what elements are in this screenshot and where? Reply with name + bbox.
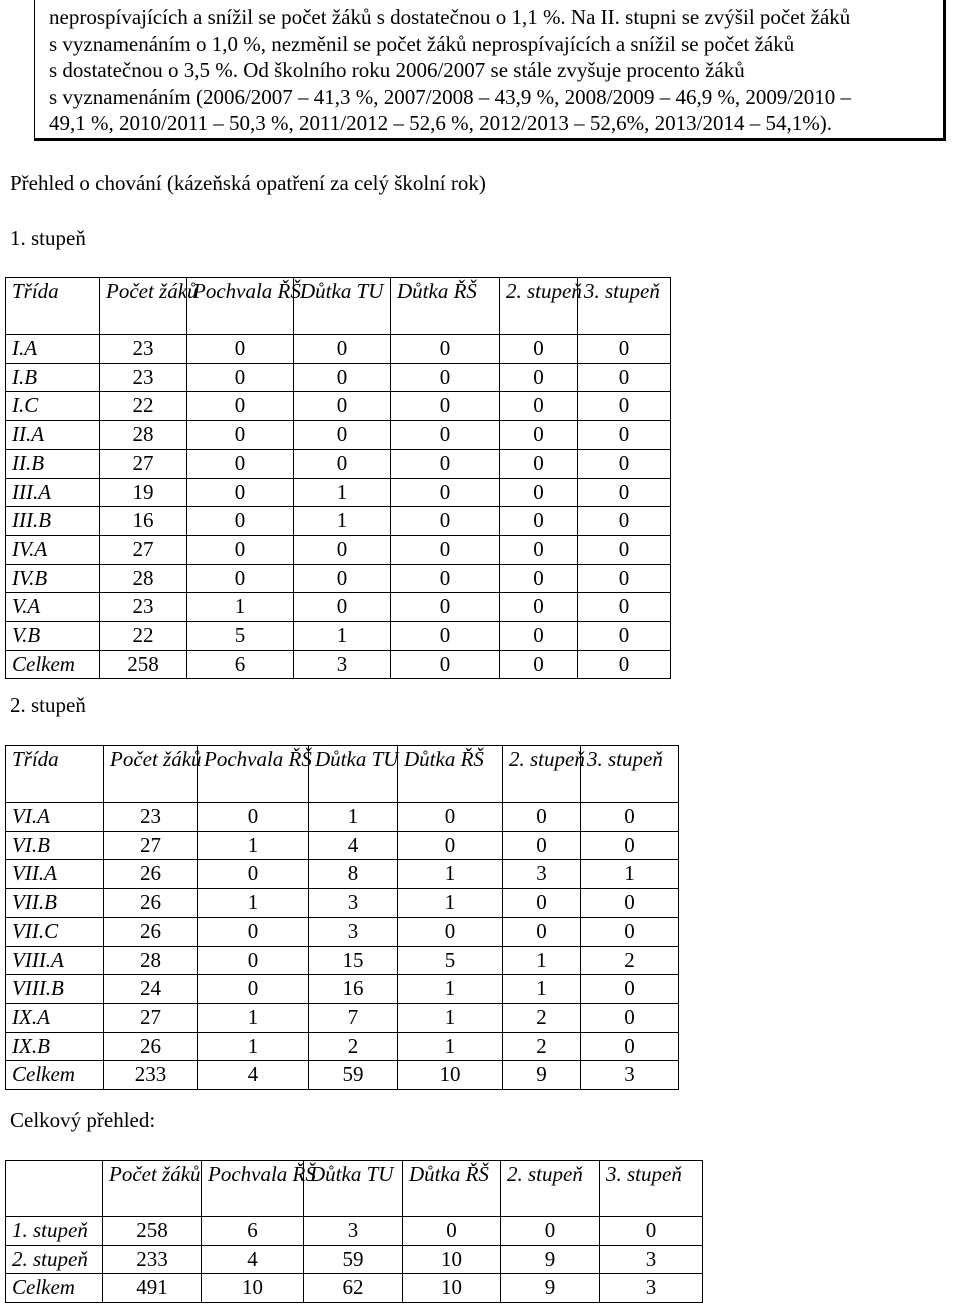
table-cell: 0	[391, 363, 500, 392]
table-row	[6, 1003, 679, 1032]
column-header: Důtka TU	[304, 1161, 403, 1217]
column-header: 2. stupeň	[503, 746, 581, 803]
row-label: II.A	[6, 421, 100, 450]
table-cell: 0	[578, 650, 671, 679]
table-cell: 0	[500, 535, 578, 564]
header-row	[6, 278, 671, 335]
row-label: IV.B	[6, 564, 100, 593]
table-cell: 0	[578, 507, 671, 536]
row-label: Celkem	[6, 650, 100, 679]
table-cell: 10	[403, 1245, 501, 1274]
table-row	[6, 535, 671, 564]
table-cell: 0	[294, 363, 391, 392]
row-label: IV.A	[6, 535, 100, 564]
table-row	[6, 831, 679, 860]
table-cell: 2	[309, 1032, 398, 1061]
row-label: VII.C	[6, 917, 104, 946]
table-cell: 0	[500, 421, 578, 450]
table-cell: 1	[581, 860, 679, 889]
table-cell: 9	[503, 1061, 581, 1090]
row-label: VII.A	[6, 860, 104, 889]
table-row	[6, 593, 671, 622]
table-cell: 0	[294, 564, 391, 593]
table-cell: 8	[309, 860, 398, 889]
table-cell: 23	[100, 335, 187, 364]
table-cell: 3	[600, 1245, 703, 1274]
table-cell: 0	[581, 803, 679, 832]
row-label: I.C	[6, 392, 100, 421]
table-cell: 0	[187, 421, 294, 450]
intro-line: 49,1 %, 2010/2011 – 50,3 %, 2011/2012 – 52,6 %, 2012/2013 – 52,6%, 2013/2014 – 54,1%).	[49, 111, 832, 135]
intro-paragraph-box	[34, 0, 946, 141]
table-cell: 1	[398, 1032, 503, 1061]
table-cell: 5	[398, 946, 503, 975]
table-cell: 0	[578, 449, 671, 478]
table-cell: 1	[294, 507, 391, 536]
row-label: II.B	[6, 449, 100, 478]
table-row	[6, 507, 671, 536]
table-cell: 0	[503, 831, 581, 860]
intro-line: s vyznamenáním o 1,0 %, nezměnil se počet žáků neprospívajících a snížil se počet žáků	[49, 31, 795, 56]
column-header: Důtka TU	[294, 278, 391, 335]
table-cell: 1	[398, 975, 503, 1004]
table-cell: 59	[304, 1245, 403, 1274]
table-cell: 6	[187, 650, 294, 679]
table-cell: 0	[500, 650, 578, 679]
table-cell: 19	[100, 478, 187, 507]
intro-line: s vyznamenáním (2006/2007 – 41,3 %, 2007/2008 – 43,9 %, 2008/2009 – 46,9 %, 2009/2010 –	[49, 84, 852, 109]
table-cell: 0	[187, 535, 294, 564]
table-cell: 23	[100, 363, 187, 392]
table-cell: 233	[103, 1245, 202, 1274]
intro-line: neprospívajících a snížil se počet žáků s dostatečnou o 1,1 %. Na II. stupni se zvýšil počet žáků	[49, 5, 851, 29]
table-cell: 59	[309, 1061, 398, 1090]
stage2-table	[5, 745, 679, 1090]
table-cell: 258	[103, 1217, 202, 1246]
column-header: 2. stupeň	[500, 278, 578, 335]
table-cell: 5	[187, 622, 294, 651]
table-cell: 0	[398, 831, 503, 860]
table-cell: 26	[104, 917, 198, 946]
row-label: VI.A	[6, 803, 104, 832]
table-cell: 3	[581, 1061, 679, 1090]
table-cell: 0	[500, 564, 578, 593]
table-cell: 3	[309, 917, 398, 946]
table-cell: 16	[100, 507, 187, 536]
table-cell: 1	[198, 831, 309, 860]
table-row	[6, 803, 679, 832]
table-cell: 1	[503, 975, 581, 1004]
table-cell: 0	[581, 1003, 679, 1032]
row-label: III.A	[6, 478, 100, 507]
table-cell: 26	[104, 860, 198, 889]
table-cell: 0	[578, 335, 671, 364]
table-cell: 0	[578, 478, 671, 507]
table-cell: 0	[198, 917, 309, 946]
table-cell: 0	[500, 593, 578, 622]
table-cell: 1	[198, 889, 309, 918]
table-cell: 0	[578, 363, 671, 392]
table-cell: 1	[198, 1032, 309, 1061]
row-label: V.A	[6, 593, 100, 622]
table-cell: 0	[501, 1217, 600, 1246]
table-row	[6, 1217, 703, 1246]
table-cell: 22	[100, 392, 187, 421]
table-cell: 0	[500, 392, 578, 421]
table-cell: 0	[398, 917, 503, 946]
table-cell: 0	[581, 1032, 679, 1061]
table-cell: 3	[503, 860, 581, 889]
row-label: VII.B	[6, 889, 104, 918]
table-cell: 0	[503, 889, 581, 918]
header-row	[6, 746, 679, 803]
table-cell: 0	[500, 507, 578, 536]
column-header: Počet žáků	[100, 278, 187, 335]
header-row	[6, 1161, 703, 1217]
row-label: IX.A	[6, 1003, 104, 1032]
table-cell: 0	[500, 449, 578, 478]
table-cell: 0	[391, 507, 500, 536]
table-cell: 2	[503, 1003, 581, 1032]
table-row	[6, 564, 671, 593]
table-row	[6, 449, 671, 478]
table-cell: 0	[391, 392, 500, 421]
column-header: 3. stupeň	[578, 278, 671, 335]
table-cell: 1	[309, 803, 398, 832]
column-header: Pochvala ŘŠ	[187, 278, 294, 335]
table-cell: 2	[503, 1032, 581, 1061]
table-cell: 0	[581, 831, 679, 860]
table-row	[6, 946, 679, 975]
table-cell: 0	[578, 535, 671, 564]
table-cell: 24	[104, 975, 198, 1004]
table-cell: 1	[198, 1003, 309, 1032]
table-cell: 0	[578, 392, 671, 421]
row-label: I.A	[6, 335, 100, 364]
table-cell: 4	[198, 1061, 309, 1090]
table-cell: 0	[581, 889, 679, 918]
table-cell: 0	[503, 803, 581, 832]
table-cell: 0	[198, 860, 309, 889]
table-cell: 16	[309, 975, 398, 1004]
table-cell: 26	[104, 889, 198, 918]
table-cell: 0	[294, 335, 391, 364]
table-cell: 3	[304, 1217, 403, 1246]
column-header: Důtka TU	[309, 746, 398, 803]
table-cell: 0	[294, 449, 391, 478]
table-cell: 0	[294, 535, 391, 564]
table-cell: 0	[391, 478, 500, 507]
column-header: 3. stupeň	[581, 746, 679, 803]
table-cell: 0	[500, 363, 578, 392]
table-row	[6, 335, 671, 364]
table-cell: 0	[500, 335, 578, 364]
table-cell: 4	[309, 831, 398, 860]
table-cell: 0	[391, 650, 500, 679]
overall-title: Celkový přehled:	[10, 1108, 156, 1132]
table-row	[6, 889, 679, 918]
stage1-table	[5, 277, 671, 679]
table-cell: 10	[403, 1274, 501, 1303]
table-cell: 0	[578, 622, 671, 651]
row-label: V.B	[6, 622, 100, 651]
table-cell: 7	[309, 1003, 398, 1032]
table-cell: 9	[501, 1245, 600, 1274]
overall-table	[5, 1160, 703, 1303]
column-header: Pochvala ŘŠ	[202, 1161, 304, 1217]
table-cell: 0	[581, 975, 679, 1004]
table-cell: 0	[391, 335, 500, 364]
table-cell: 233	[104, 1061, 198, 1090]
table-row	[6, 1061, 679, 1090]
table-row	[6, 363, 671, 392]
table-cell: 0	[198, 975, 309, 1004]
column-header: 2. stupeň	[501, 1161, 600, 1217]
table-cell: 1	[294, 478, 391, 507]
table-cell: 9	[501, 1274, 600, 1303]
row-label: Celkem	[6, 1061, 104, 1090]
section-title: Přehled o chování (kázeňská opatření za celý školní rok)	[10, 171, 486, 195]
table-cell: 6	[202, 1217, 304, 1246]
table-row	[6, 478, 671, 507]
column-header: Třída	[6, 746, 104, 803]
table-cell: 2	[581, 946, 679, 975]
table-cell: 15	[309, 946, 398, 975]
intro-line: s dostatečnou o 3,5 %. Od školního roku 2006/2007 se stále zvyšuje procento žáků	[49, 58, 745, 82]
column-header: Důtka ŘŠ	[391, 278, 500, 335]
table-cell: 0	[391, 564, 500, 593]
table-cell: 0	[294, 392, 391, 421]
table-cell: 0	[187, 478, 294, 507]
table-cell: 0	[391, 593, 500, 622]
table-row	[6, 860, 679, 889]
table-row	[6, 650, 671, 679]
table-cell: 0	[578, 593, 671, 622]
table-cell: 0	[187, 564, 294, 593]
row-label: 2. stupeň	[6, 1245, 103, 1274]
table-cell: 0	[578, 564, 671, 593]
column-header: Důtka ŘŠ	[403, 1161, 501, 1217]
table-cell: 22	[100, 622, 187, 651]
column-header: Důtka ŘŠ	[398, 746, 503, 803]
table-cell: 0	[398, 803, 503, 832]
table-cell: 27	[104, 1003, 198, 1032]
table-cell: 23	[100, 593, 187, 622]
column-header	[6, 1161, 103, 1217]
table-cell: 27	[104, 831, 198, 860]
table-cell: 0	[187, 507, 294, 536]
table-cell: 1	[398, 889, 503, 918]
table-cell: 1	[398, 860, 503, 889]
table-cell: 0	[403, 1217, 501, 1246]
row-label: VIII.A	[6, 946, 104, 975]
table-row	[6, 622, 671, 651]
table-cell: 0	[391, 449, 500, 478]
row-label: VIII.B	[6, 975, 104, 1004]
column-header: Počet žáků	[104, 746, 198, 803]
row-label: IX.B	[6, 1032, 104, 1061]
table-cell: 0	[198, 803, 309, 832]
table-cell: 4	[202, 1245, 304, 1274]
table-cell: 258	[100, 650, 187, 679]
table-cell: 0	[391, 421, 500, 450]
table-cell: 0	[294, 421, 391, 450]
table-row	[6, 1274, 703, 1303]
table-cell: 26	[104, 1032, 198, 1061]
row-label: VI.B	[6, 831, 104, 860]
table-cell: 0	[198, 946, 309, 975]
table-row	[6, 421, 671, 450]
table-cell: 0	[391, 622, 500, 651]
table-cell: 28	[100, 564, 187, 593]
table-cell: 3	[294, 650, 391, 679]
table-cell: 3	[600, 1274, 703, 1303]
table-cell: 0	[600, 1217, 703, 1246]
table-cell: 28	[104, 946, 198, 975]
table-cell: 491	[103, 1274, 202, 1303]
table-cell: 0	[503, 917, 581, 946]
row-label: I.B	[6, 363, 100, 392]
table-cell: 1	[398, 1003, 503, 1032]
column-header: 3. stupeň	[600, 1161, 703, 1217]
row-label: Celkem	[6, 1274, 103, 1303]
table-cell: 0	[500, 478, 578, 507]
table-cell: 0	[187, 449, 294, 478]
table-cell: 1	[503, 946, 581, 975]
table-cell: 27	[100, 535, 187, 564]
table-row	[6, 1032, 679, 1061]
table-cell: 10	[398, 1061, 503, 1090]
table-cell: 3	[309, 889, 398, 918]
table-cell: 0	[187, 363, 294, 392]
table-row	[6, 975, 679, 1004]
table-cell: 62	[304, 1274, 403, 1303]
column-header: Pochvala ŘŠ	[198, 746, 309, 803]
table-cell: 27	[100, 449, 187, 478]
table-cell: 1	[294, 622, 391, 651]
table-cell: 10	[202, 1274, 304, 1303]
table-row	[6, 392, 671, 421]
table-cell: 0	[294, 593, 391, 622]
stage2-title: 2. stupeň	[10, 693, 86, 717]
table-cell: 0	[581, 917, 679, 946]
table-cell: 0	[187, 392, 294, 421]
row-label: 1. stupeň	[6, 1217, 103, 1246]
table-cell: 0	[578, 421, 671, 450]
table-cell: 0	[500, 622, 578, 651]
table-cell: 0	[187, 335, 294, 364]
table-cell: 1	[187, 593, 294, 622]
column-header: Třída	[6, 278, 100, 335]
table-cell: 23	[104, 803, 198, 832]
row-label: III.B	[6, 507, 100, 536]
table-cell: 0	[391, 535, 500, 564]
stage1-title: 1. stupeň	[10, 226, 86, 250]
table-row	[6, 1245, 703, 1274]
column-header: Počet žáků	[103, 1161, 202, 1217]
table-cell: 28	[100, 421, 187, 450]
table-row	[6, 917, 679, 946]
